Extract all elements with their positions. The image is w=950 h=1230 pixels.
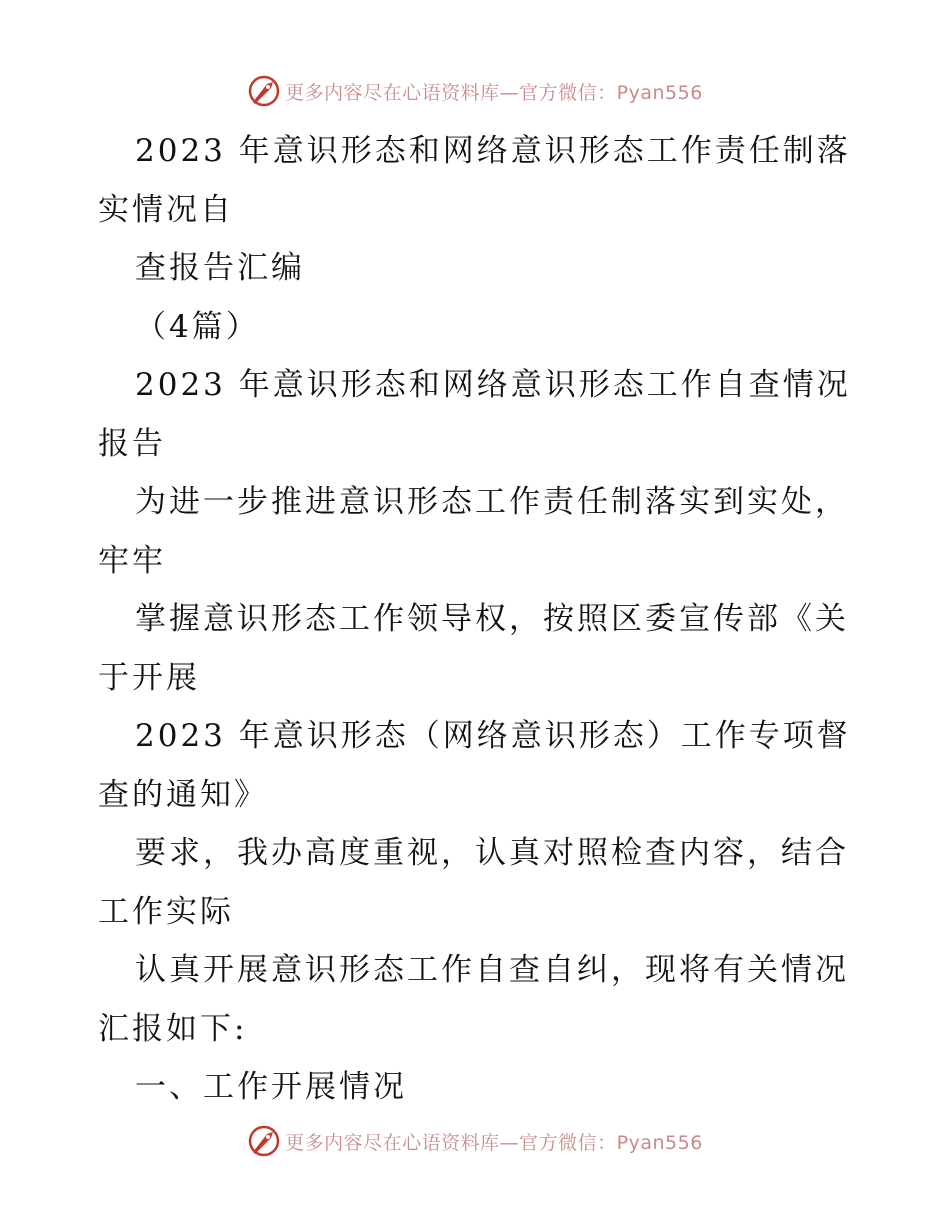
text-line: 查的通知》 xyxy=(98,776,268,813)
text-line: 2023 年意识形态（网络意识形态）工作专项督 xyxy=(135,718,851,754)
text-line: （4篇） xyxy=(135,308,260,345)
watermark-header xyxy=(0,71,950,111)
text-line: 于开展 xyxy=(98,659,200,696)
text-line: 为进一步推进意识形态工作责任制落实到实处， xyxy=(135,484,849,520)
pen-nib-logo-icon xyxy=(247,74,281,108)
text-line: 要求，我办高度重视，认真对照检查内容，结合 xyxy=(135,835,849,871)
text-line: 查报告汇编 xyxy=(135,250,305,286)
watermark-footer xyxy=(0,1121,950,1161)
text-line: 汇报如下: xyxy=(98,1010,248,1047)
watermark-text: 更多内容尽在心语资料库—官方微信：Pyan556 xyxy=(285,81,703,104)
text-line: 工作实际 xyxy=(98,893,234,930)
document-body xyxy=(98,122,858,1117)
text-line: 报告 xyxy=(98,425,166,462)
text-line: 认真开展意识形态工作自查自纠，现将有关情况 xyxy=(135,952,849,988)
watermark-text: 更多内容尽在心语资料库—官方微信：Pyan556 xyxy=(285,1131,703,1154)
pen-nib-logo-icon xyxy=(247,1124,281,1158)
text-line: 牢牢 xyxy=(98,542,166,579)
text-line: 实情况自 xyxy=(98,191,234,228)
text-line: 一、工作开展情况 xyxy=(135,1069,407,1105)
text-line: 2023 年意识形态和网络意识形态工作自查情况 xyxy=(135,367,851,403)
text-line: 2023 年意识形态和网络意识形态工作责任制落 xyxy=(135,133,851,169)
text-line: 掌握意识形态工作领导权，按照区委宣传部《关 xyxy=(135,601,849,637)
